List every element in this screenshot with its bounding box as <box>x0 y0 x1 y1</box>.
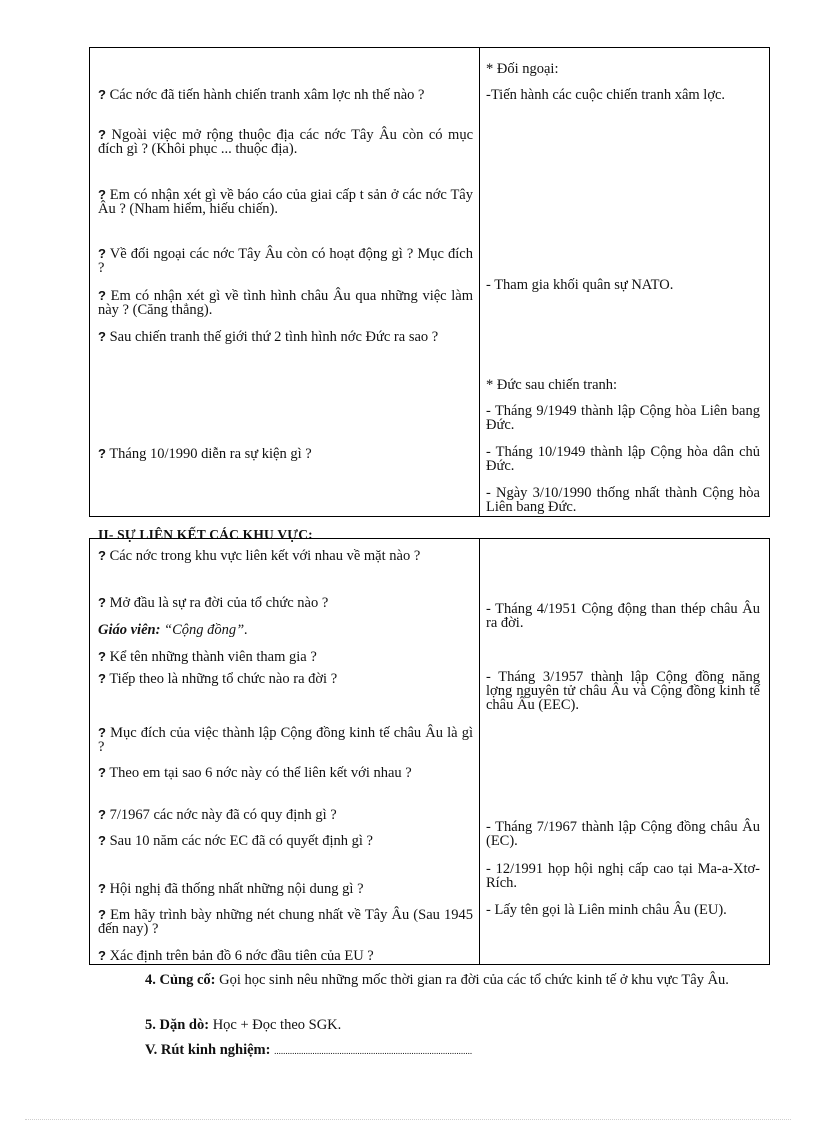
question-mark: ? <box>98 187 106 202</box>
answer-cell: - Tháng 7/1967 thành lập Cộng đồng châu Âu (EC). <box>486 819 760 849</box>
answer-cell: - Lấy tên gọi là Liên minh châu Âu (EU). <box>486 902 727 918</box>
question-cell: ? Em hãy trình bày những nét chung nhất về Tây Âu (Sau 1945 đến nay) ? <box>98 907 473 937</box>
lessons-dots: ........................................................................................ <box>274 1046 473 1056</box>
lessons-label: V. Rút kinh nghiệm: <box>145 1042 271 1058</box>
question-cell: ? Tháng 10/1990 diễn ra sự kiện gì ? <box>98 446 312 462</box>
question-cell: ? Hội nghị đã thống nhất những nội dung gì ? <box>98 881 364 897</box>
question-cell: ? Sau chiến tranh thế giới thứ 2 tình hình nớc Đức ra sao ? <box>98 329 439 345</box>
table-regional-integration <box>89 538 770 965</box>
question-cell: ? Về đối ngoại các nớc Tây Âu còn có hoạt động gì ? Mục đích ? <box>98 246 473 276</box>
table-foreign-policy <box>89 47 770 517</box>
question-mark: ? <box>98 833 106 848</box>
consolidation-line <box>95 973 763 987</box>
lessons-line <box>145 1043 810 1058</box>
answer-cell: -Tiến hành các cuộc chiến tranh xâm lợc. <box>486 87 726 103</box>
question-mark: ? <box>98 907 106 922</box>
question-mark: ? <box>98 765 106 780</box>
answer-cell: - Tháng 4/1951 Cộng động than thép châu Âu ra đời. <box>486 601 760 631</box>
homework-text: Học + Đọc theo SGK. <box>209 1017 342 1033</box>
answer-cell: - Tháng 9/1949 thành lập Cộng hòa Liên bang Đức. <box>486 403 760 433</box>
question-mark: ? <box>98 881 106 896</box>
question-cell: ? Em có nhận xét gì về tình hình châu Âu qua những việc làm này ? (Căng thẳng). <box>98 288 474 318</box>
teacher-note <box>98 623 473 637</box>
question-mark: ? <box>98 246 106 261</box>
teacher-label: Giáo viên: <box>98 622 161 638</box>
homework-label: 5. Dặn dò: <box>145 1017 210 1033</box>
question-mark: ? <box>98 288 106 303</box>
answer-cell: - Tháng 10/1949 thành lập Cộng hòa dân chủ Đức. <box>486 444 760 474</box>
answer-cell: - Tháng 3/1957 thành lập Cộng đồng năng lợng nguyên tử châu Âu và Cộng đồng kinh tế châu Âu (EEC). <box>486 669 760 713</box>
question-mark: ? <box>98 446 106 461</box>
question-cell: ? Mục đích của việc thành lập Cộng đồng kinh tế châu Âu là gì ? <box>98 725 474 755</box>
question-cell: ? Ngoài việc mở rộng thuộc địa các nớc Tây Âu còn có mục đích gì ? (Khôi phục ... thuộc địa). <box>98 127 474 157</box>
question-cell: ? Các nớc trong khu vực liên kết với nhau về mặt nào ? <box>98 548 421 564</box>
consolidation-label: 4. Củng cố: <box>145 972 216 988</box>
question-mark: ? <box>98 548 106 563</box>
question-cell: ? Xác định trên bản đồ 6 nớc đầu tiên của EU ? <box>98 948 374 964</box>
question-cell: ? Kể tên những thành viên tham gia ? <box>98 649 317 665</box>
question-mark: ? <box>98 127 106 142</box>
answer-cell: * Đức sau chiến tranh: <box>486 377 618 393</box>
answer-cell: * Đối ngoại: <box>486 61 559 77</box>
question-cell: ? Em có nhận xét gì về báo cáo của giai cấp t sản ở các nớc Tây Âu ? (Nham hiểm, hiếu chiến). <box>98 187 473 217</box>
question-mark: ? <box>98 329 106 344</box>
column-divider <box>479 539 480 964</box>
question-cell: ? 7/1967 các nớc này đã có quy định gì ? <box>98 807 337 823</box>
section-heading: II- SỰ LIÊN KẾT CÁC KHU VỰC: <box>98 527 313 542</box>
question-mark: ? <box>98 595 106 610</box>
teacher-text: “Cộng đồng”. <box>164 622 248 638</box>
question-cell: ? Các nớc đã tiến hành chiến tranh xâm lợc nh thế nào ? <box>98 87 425 103</box>
question-mark: ? <box>98 807 106 822</box>
question-cell: ? Sau 10 năm các nớc EC đã có quyết định gì ? <box>98 833 373 849</box>
column-divider <box>479 48 480 516</box>
answer-cell: - Tham gia khối quân sự NATO. <box>486 277 674 293</box>
page-bottom-rule <box>25 1119 791 1120</box>
question-mark: ? <box>98 725 106 740</box>
answer-cell: - 12/1991 họp hội nghị cấp cao tại Ma-a-Xtơ- Rích. <box>486 861 760 891</box>
question-mark: ? <box>98 671 106 686</box>
consolidation-text: Gọi học sinh nêu những mốc thời gian ra đời của các tổ chức kinh tế ở khu vực Tây Âu. <box>215 972 729 988</box>
question-mark: ? <box>98 948 106 963</box>
homework-line <box>145 1018 810 1032</box>
question-mark: ? <box>98 87 106 102</box>
question-cell: ? Theo em tại sao 6 nớc này có thể liên kết với nhau ? <box>98 765 412 781</box>
question-cell: ? Mở đầu là sự ra đời của tổ chức nào ? <box>98 595 329 611</box>
question-mark: ? <box>98 649 106 664</box>
question-cell: ? Tiếp theo là những tổ chức nào ra đời ? <box>98 671 338 687</box>
answer-cell: - Ngày 3/10/1990 thống nhất thành Cộng hòa Liên bang Đức. <box>486 485 760 515</box>
